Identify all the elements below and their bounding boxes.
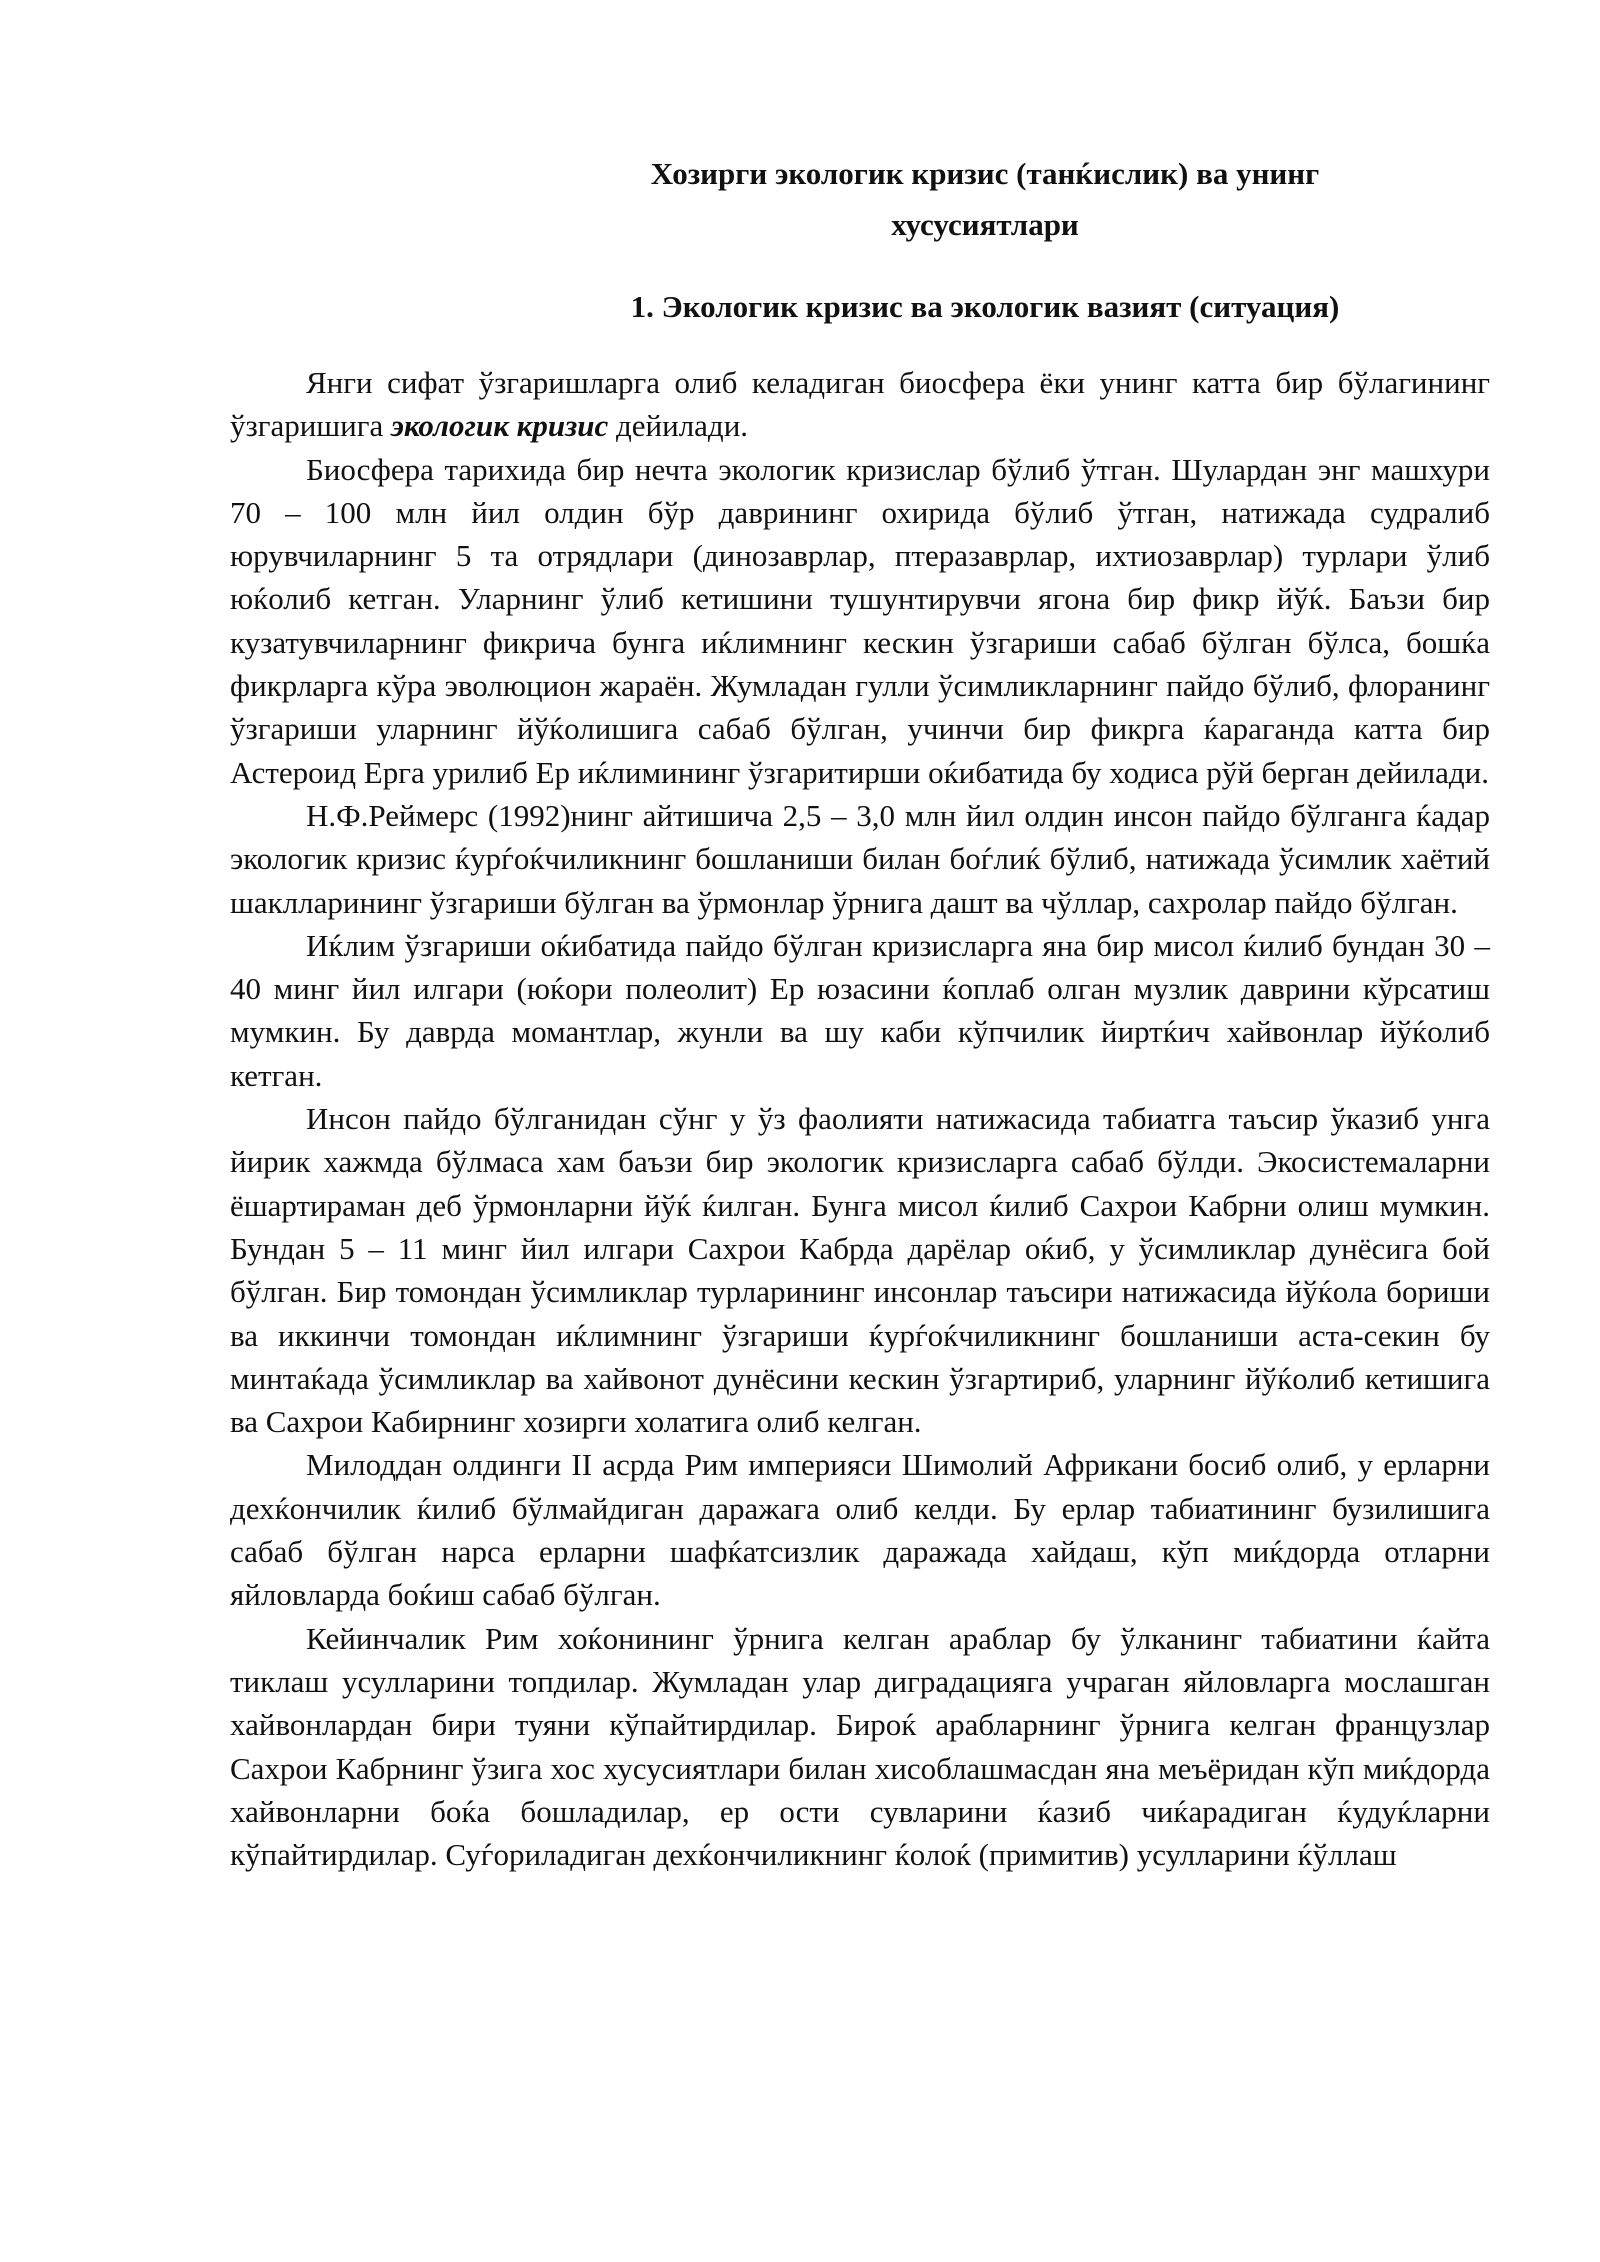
section-heading: 1. Экологик кризис ва экологик вазият (ситуация)	[630, 289, 1340, 324]
paragraph-biosphere-history: Биосфера тарихида бир нечта экологик кризислар бўлиб ўтган. Шулардан энг машхури 70 – 100 млн йил олдин бўр даврининг охирида бўлиб ўтган, натижада судралиб юрувчиларнинг 5 та отрядлари (динозаврлар, птеразаврлар, ихтиозаврлар) турлари ўлиб юќолиб кетган. Уларнинг ўлиб кетишини тушунтирувчи ягона бир фикр йўќ. Баъзи бир кузатувчиларнинг фикрича бунга иќлимнинг кескин ўзгариши сабаб бўлган бўлса, бошќа фикрларга кўра эволюцион жараён. Жумладан гулли ўсимликларнинг пайдо бўлиб, флоранинг ўзгариши уларнинг йўќолишига сабаб бўлган, учинчи бир фикрга ќараганда катта бир Астероид Ерга урилиб Ер иќлимининг ўзгаритирши оќибатида бу ходиса рўй берган дейилади.	[230, 451, 1490, 790]
ecological-crisis-term: экологик кризис	[391, 408, 609, 444]
paragraph-rome: Милоддан олдинги II асрда Рим империяси Шимолий Африкани босиб олиб, у ерларни дехќончилик ќилиб бўлмайдиган даражага олиб келди. Бу ерлар табиатининг бузилишига сабаб бўлган нарса ерларни шафќатсизлик даражада хайдаш, кўп миќдорда отларни яйловларда боќиш сабаб бўлган.	[230, 1447, 1490, 1613]
paragraph-ice-age: Иќлим ўзгариши оќибатида пайдо бўлган кризисларга яна бир мисол ќилиб бундан 30 – 40 минг йил илгари (юќори полеолит) Ер юзасини ќоплаб олган музлик даврини кўрсатиш мумкин. Бу даврда момантлар, жунли ва шу каби кўпчилик йиртќич хайвонлар йўќолиб кетган.	[230, 927, 1490, 1093]
paragraph-sahara: Инсон пайдо бўлганидан сўнг у ўз фаолияти натижасида табиатга таъсир ўказиб унга йирик хажмда бўлмаса хам баъзи бир экологик кризисларга сабаб бўлди. Экосистемаларни ёшартираман деб ўрмонларни йўќ ќилган. Бунга мисол ќилиб Сахрои Кабрни олиш мумкин. Бундан 5 – 11 минг йил илгари Сахрои Кабрда дарёлар оќиб, у ўсимликлар дунёсига бой бўлган. Бир томондан ўсимликлар турларининг инсонлар таъсири натижасида йўќола бориши ва иккинчи томондан иќлимнинг ўзгариши ќурѓоќчиликнинг бошланиши аста-секин бу минтаќада ўсимликлар ва хайвонот дунёсини кескин ўзгартириб, уларнинг йўќолиб кетишига ва Сахрои Кабирнинг хозирги холатига олиб келган.	[230, 1101, 1490, 1440]
document-page	[230, 148, 1490, 1876]
document-title	[480, 148, 1490, 250]
paragraph-1-after: дейилади.	[608, 408, 749, 444]
paragraph-definition	[230, 361, 1490, 448]
paragraph-1-before: Янги сифат ўзгаришларга олиб келадиган биосфера ёки унинг катта бир бўлагининг ўзгаришига	[230, 365, 1490, 444]
title-line-1: Хозирги экологик кризис (танќислик) ва унинг	[650, 156, 1320, 191]
paragraph-reimers: Н.Ф.Реймерс (1992)нинг айтишича 2,5 – 3,0 млн йил олдин инсон пайдо бўлганга ќадар экологик кризис ќурѓоќчиликнинг бошланиши билан боѓлиќ бўлиб, натижада ўсимлик хаётий шаклларининг ўзгариши бўлган ва ўрмонлар ўрнига дашт ва чўллар, сахролар пайдо бўлган.	[230, 797, 1490, 920]
paragraph-arabs-french: Кейинчалик Рим хоќонининг ўрнига келган араблар бу ўлканинг табиатини ќайта тиклаш усулларини топдилар. Жумладан улар диградацияга учраган яйловларга мослашган хайвонлардан бири туяни кўпайтирдилар. Бироќ арабларнинг ўрнига келган французлар Сахрои Кабрнинг ўзига хос хусусиятлари билан хисоблашмасдан яна меъёридан кўп миќдорда хайвонларни боќа бошладилар, ер ости сувларини ќазиб чиќарадиган ќудуќларни кўпайтирдилар. Суѓориладиган дехќончиликнинг ќолоќ (примитив) усулларини ќўллаш	[230, 1620, 1490, 1873]
title-line-2: хусусиятлари	[891, 207, 1079, 242]
